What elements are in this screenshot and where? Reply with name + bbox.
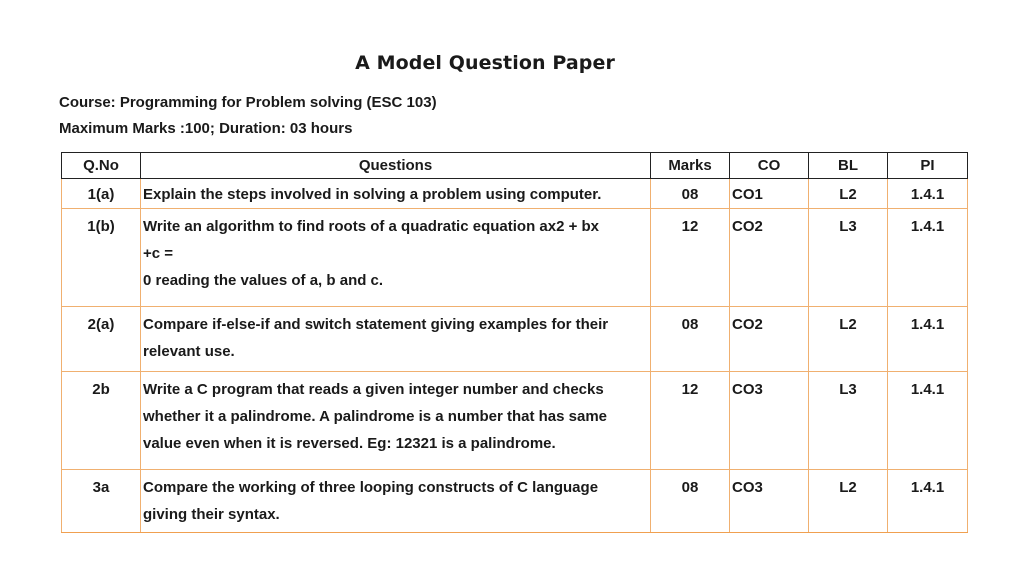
question-line: relevant use. [143, 343, 235, 360]
question-line: Compare if-else-if and switch statement giving examples for their [143, 316, 609, 333]
question-co: CO2 [730, 307, 809, 372]
question-pi: 1.4.1 [888, 372, 968, 470]
question-table [61, 152, 968, 533]
question-bl: L2 [809, 179, 888, 209]
question-marks: 12 [651, 209, 730, 307]
question-bl: L3 [809, 372, 888, 470]
question-text [141, 372, 651, 470]
question-co: CO3 [730, 470, 809, 533]
question-number: 3a [62, 470, 141, 533]
question-pi: 1.4.1 [888, 470, 968, 533]
marks-duration-line: Maximum Marks :100; Duration: 03 hours [59, 120, 353, 137]
question-number: 1(b) [62, 209, 141, 307]
question-bl: L2 [809, 470, 888, 533]
question-line: Compare the working of three looping constructs of C language [143, 479, 599, 496]
question-line: giving their syntax. [143, 506, 280, 523]
question-text [141, 179, 651, 209]
question-co: CO3 [730, 372, 809, 470]
header-bl: BL [809, 153, 888, 179]
table-row [62, 307, 968, 372]
question-line: whether it a palindrome. A palindrome is a number that has same [143, 408, 607, 425]
question-line: value even when it is reversed. Eg: 12321 is a palindrome. [143, 435, 556, 452]
question-number: 2(a) [62, 307, 141, 372]
question-line: Write an algorithm to find roots of a quadratic equation ax2 + bx [143, 218, 600, 235]
question-marks: 12 [651, 372, 730, 470]
header-co: CO [730, 153, 809, 179]
course-line: Course: Programming for Problem solving (ESC 103) [59, 94, 437, 111]
table-row [62, 209, 968, 307]
table-row [62, 372, 968, 470]
table-row [62, 179, 968, 209]
question-line: +c = [143, 245, 174, 262]
question-marks: 08 [651, 470, 730, 533]
question-bl: L2 [809, 307, 888, 372]
table-row [62, 470, 968, 533]
question-text [141, 307, 651, 372]
question-co: CO1 [730, 179, 809, 209]
question-number: 1(a) [62, 179, 141, 209]
question-co: CO2 [730, 209, 809, 307]
question-bl: L3 [809, 209, 888, 307]
header-marks: Marks [651, 153, 730, 179]
question-marks: 08 [651, 179, 730, 209]
question-pi: 1.4.1 [888, 209, 968, 307]
table-header-row [62, 153, 968, 179]
header-pi: PI [888, 153, 968, 179]
question-pi: 1.4.1 [888, 179, 968, 209]
question-text [141, 470, 651, 533]
header-qno: Q.No [62, 153, 141, 179]
question-text [141, 209, 651, 307]
question-number: 2b [62, 372, 141, 470]
question-line: 0 reading the values of a, b and c. [143, 272, 384, 289]
paper-title: A Model Question Paper [355, 52, 615, 74]
header-questions: Questions [141, 153, 651, 179]
question-line: Write a C program that reads a given integer number and checks [143, 381, 604, 398]
question-marks: 08 [651, 307, 730, 372]
question-pi: 1.4.1 [888, 307, 968, 372]
question-line: Explain the steps involved in solving a problem using computer. [143, 186, 602, 203]
